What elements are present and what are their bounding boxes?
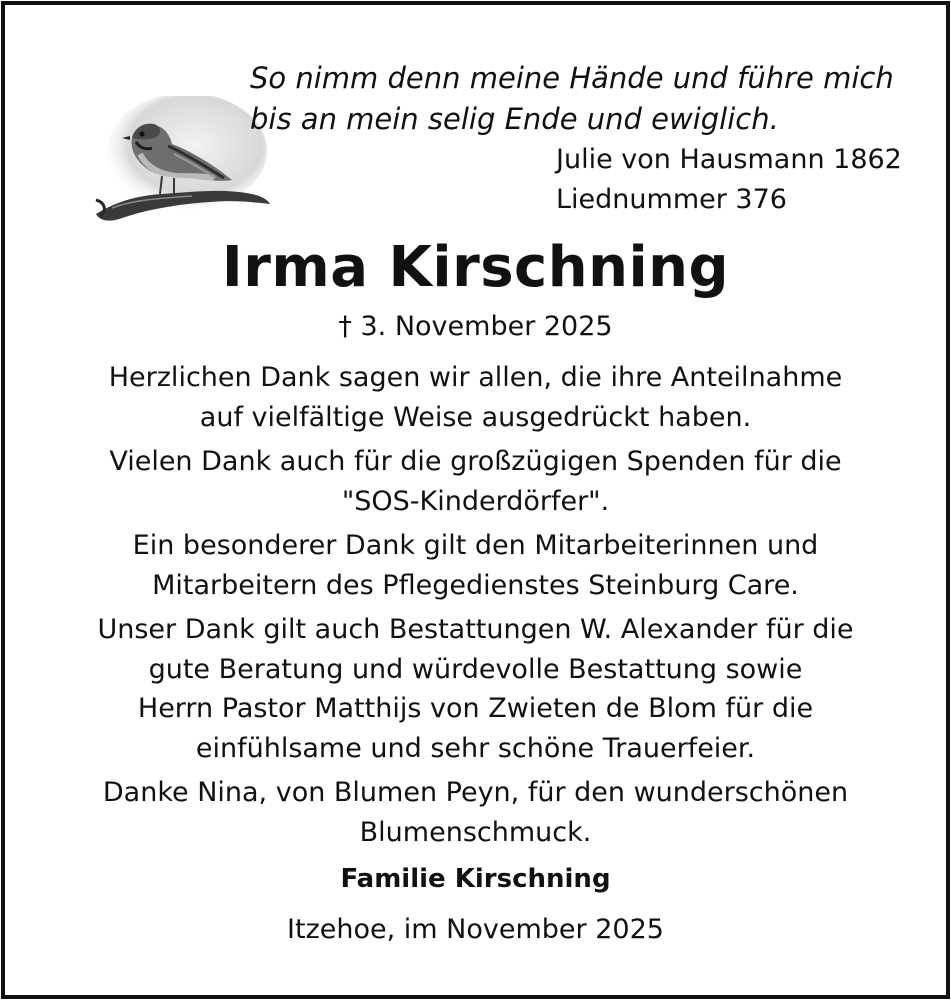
thanks-paragraph [0,773,951,852]
text-line: gute Beratung und würdevolle Bestattung sowie [148,653,803,685]
death-date: † 3. November 2025 [338,311,613,342]
text-line: Herrn Pastor Matthijs von Zwieten de Blom für die [137,693,814,724]
quote-line: bis an mein selig Ende und ewiglich. [250,102,779,136]
thanks-paragraph [0,610,951,768]
text-line: Unser Dank gilt auch Bestattungen W. Alexander für die [97,614,854,645]
text-line: Herzlichen Dank sagen wir allen, die ihre Anteilnahme [108,362,843,393]
text-line: Ein besonderer Dank gilt den Mitarbeiterinnen und [132,530,819,561]
hymn-number: Liednummer 376 [556,184,787,215]
thanks-paragraph [0,526,951,605]
text-line: "SOS-Kinderdörfer". [341,485,610,517]
text-line: auf vielfältige Weise ausgedrückt haben. [199,401,752,433]
family-signature: Familie Kirschning [340,864,611,894]
thanks-paragraph [0,442,951,521]
quote-attribution [556,140,902,220]
text-line: einfühlsame und sehr schöne Trauerfeier. [195,732,756,764]
quote-line: So nimm denn meine Hände und führe mich [250,61,894,95]
place-and-date: Itzehoe, im November 2025 [287,914,664,945]
text-line: Danke Nina, von Blumen Peyn, für den wunderschönen [102,777,849,808]
text-line: Mitarbeitern des Pflegedienstes Steinburg Care. [152,569,799,601]
text-line: Blumenschmuck. [359,816,592,848]
quote-author: Julie von Hausmann 1862 [556,144,902,175]
thank-you-text [0,358,951,857]
deceased-name: Irma Kirschning [221,235,730,300]
thanks-paragraph [0,358,951,437]
hymn-quote [250,58,930,140]
text-line: Vielen Dank auch für die großzügigen Spenden für die [109,446,842,477]
sparrow-illustration-icon [92,96,272,226]
